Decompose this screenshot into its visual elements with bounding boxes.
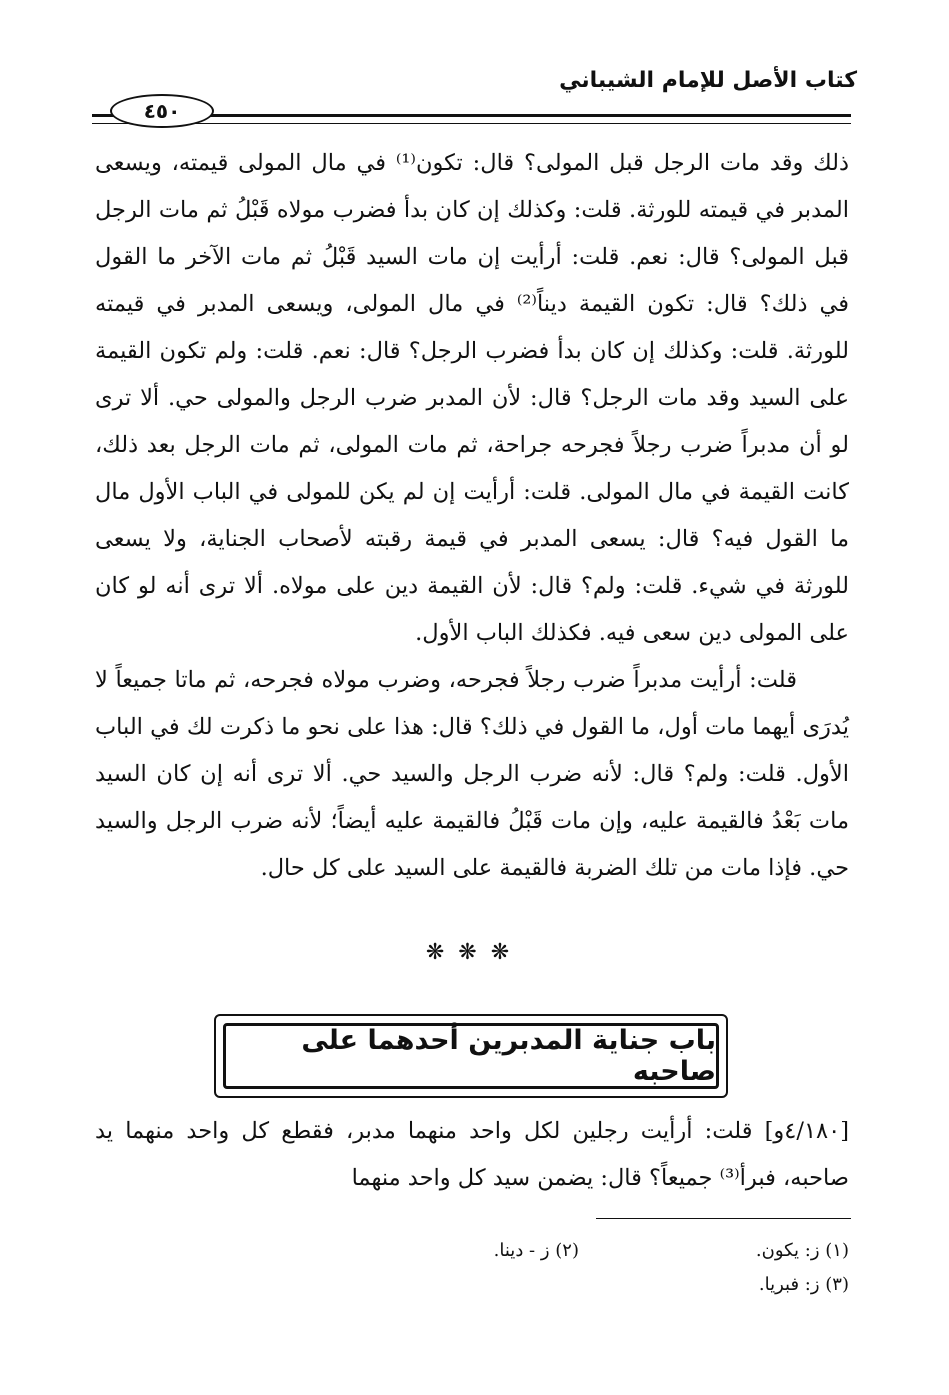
footnote-3: (٣) ز: فبريا. <box>758 1274 849 1295</box>
chapter-heading-frame <box>214 1014 728 1098</box>
paragraph-2-text: قلت: أرأيت مدبراً ضرب رجلاً فجرحه، وضرب مولاه فجرحه، ثم ماتا جميعاً لا يُدرَى أيهما مات أول، ما القول في ذلك؟ قال: هذا على نحو ما ذكرت لك في الباب الأول. قلت: ولم؟ قال: لأنه ضرب الرجل والسيد حي. ألا ترى أنه إن كان السيد مات بَعْدُ فالقيمة عليه، وإن مات قَبْلُ فالقيمة عليه أيضاً؛ لأنه ضرب الرجل والسيد حي. فإذا مات من تلك الضربة فالقيمة على السيد على كل حال. <box>95 667 849 881</box>
footnote-rule <box>596 1218 851 1219</box>
paragraph-2 <box>95 657 849 892</box>
footnotes <box>290 1234 849 1302</box>
page-number: ٤٥٠ <box>110 94 214 128</box>
chapter-heading: باب جناية المدبرين أحدهما على صاحبه <box>223 1023 719 1089</box>
footnote-2: (٢) ز - دينا. <box>493 1240 579 1261</box>
paragraph-3-text: [٤/١٨٠و] قلت: أرأيت رجلين لكل واحد منهما مدبر، فقطع كل واحد منهما يد صاحبه، فبرأ⁽³⁾ جميعاً؟ قال: يضمن سيد كل واحد منهما <box>95 1118 849 1191</box>
paragraph-1-text: ذلك وقد مات الرجل قبل المولى؟ قال: تكون⁽¹⁾ في مال المولى قيمته، ويسعى المدبر في قيمته للورثة. قلت: وكذلك إن كان بدأ فضرب مولاه قَبْلُ ثم مات الرجل قبل المولى؟ قال: نعم. قلت: أرأيت إن مات السيد قَبْلُ ثم مات الآخر ما القول في ذلك؟ قال: تكون القيمة ديناً⁽²⁾ في مال المولى، ويسعى المدبر في قيمته للورثة. قلت: وكذلك إن كان بدأ فضرب الرجل؟ قال: نعم. قلت: ولم تكون القيمة على السيد وقد مات الرجل؟ قال: لأن المدبر ضرب الرجل والمولى حي. ألا ترى لو أن مدبراً ضرب رجلاً فجرحه جراحة، ثم مات المولى، ثم مات الرجل بعد ذلك، كانت القيمة في مال المولى. قلت: أرأيت إن لم يكن للمولى في الباب الأول مال ما القول فيه؟ قال: يسعى المدبر في قيمة رقبته لأصحاب الجناية، ولا يسعى للورثة في شيء. قلت: ولم؟ قال: لأن القيمة دين على مولاه. ألا ترى أنه لو كان على المولى دين سعى فيه. فكذلك الباب الأول. <box>95 150 850 646</box>
running-title: كتاب الأصل للإمام الشيباني <box>559 68 857 93</box>
paragraph-1 <box>95 140 849 657</box>
section-separator: ❋❋❋ <box>425 940 524 965</box>
footnote-1: (١) ز: يكون. <box>755 1240 849 1261</box>
paragraph-3 <box>95 1108 849 1202</box>
